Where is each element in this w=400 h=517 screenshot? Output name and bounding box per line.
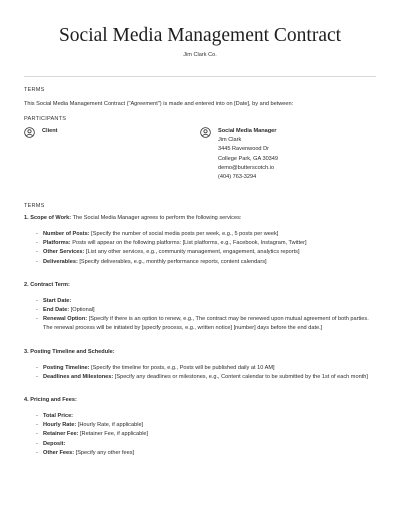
item-value: [Specify any deadlines or milestones, e.g., Content calendar to be submitted by the 1st of each month] — [113, 373, 368, 380]
contract-term-section — [24, 281, 376, 334]
item-key: Other Fees: — [43, 449, 75, 456]
list-item — [36, 230, 376, 239]
manager-block — [200, 127, 278, 182]
manager-role: Social Media Manager — [218, 128, 277, 134]
manager-email: demo@butterscotch.io — [218, 164, 275, 171]
divider — [24, 76, 376, 77]
manager-name: Jim Clark — [218, 137, 242, 144]
scope-of-work-section — [24, 214, 376, 267]
terms-label: TERMS — [24, 87, 45, 93]
item-value: [Specify any other fees] — [74, 449, 135, 456]
item-value: [Specify deliverables, e.g., monthly performance reports, content calendars] — [77, 258, 267, 265]
item-value: [Specify the number of social media posts per week, e.g., 5 posts per week] — [89, 231, 279, 237]
item-value: [Retainer Fee, if applicable] — [78, 431, 149, 438]
person-icon — [200, 127, 211, 138]
pricing-section — [24, 396, 376, 458]
list-item — [36, 306, 376, 315]
manager-city: College Park, GA 30349 — [218, 155, 279, 162]
item-key: Other Services: — [43, 249, 85, 256]
item-value: [Specify the timeline for posts, e.g., Posts will be published daily at 10 AM] — [89, 364, 275, 371]
person-icon — [24, 127, 35, 138]
item-key: Deliverables: — [43, 258, 78, 265]
item-value: Posts will appear on the following platforms: [List platforms, e.g., Facebook, Instagram, Twitter] — [70, 240, 307, 247]
scope-list — [24, 230, 376, 267]
timeline-list — [24, 364, 376, 382]
list-item — [36, 430, 376, 439]
page-title: Social Media Management Contract — [58, 25, 342, 46]
item-key: Retainer Fee: — [43, 431, 79, 438]
manager-street: 3445 Ravenwood Dr — [218, 146, 269, 153]
item-key: Hourly Rate: — [43, 422, 77, 429]
participants-section — [24, 127, 376, 189]
item-value: [List any other services, e.g., community management, engagement, analytics reports] — [84, 249, 300, 256]
section-heading: 4. Pricing and Fees: — [24, 397, 77, 404]
item-key: End Date: — [43, 307, 70, 314]
contract-term-list — [24, 297, 376, 334]
list-item — [36, 373, 376, 382]
list-item — [36, 239, 376, 248]
scope-text: The Social Media Manager agrees to perform the following services: — [71, 215, 242, 221]
item-key: Posting Timeline: — [43, 364, 90, 371]
item-value: [Hourly Rate, if applicable] — [76, 422, 144, 429]
list-item — [36, 315, 376, 333]
timeline-section — [24, 348, 376, 382]
section-heading: 3. Posting Timeline and Schedule: — [24, 348, 115, 355]
pricing-list — [24, 412, 376, 458]
client-role: Client — [42, 128, 58, 134]
list-item — [36, 412, 376, 421]
item-key: Platforms: — [43, 240, 71, 247]
item-value: [Specify if there is an option to renew, e.g., The contract may be renewed upon mutual agreement of both parties. The renewal process will be initiated by [specify process, e.g., written notice] [number] days before the end date.] — [43, 316, 369, 332]
item-value: [Optional] — [69, 307, 95, 314]
participants-label: PARTICIPANTS — [24, 116, 67, 122]
list-item — [36, 440, 376, 449]
list-item — [36, 248, 376, 257]
terms-label: TERMS — [24, 203, 45, 209]
list-item — [36, 297, 376, 306]
item-key: Total Price: — [43, 413, 74, 420]
section-heading: 2. Contract Term: — [24, 281, 70, 288]
list-item — [36, 449, 376, 458]
item-key: Renewal Option: — [43, 316, 88, 323]
manager-phone: (404) 763-3294 — [218, 174, 257, 181]
scope-heading: 1. Scope of Work: — [24, 215, 72, 221]
list-item — [36, 364, 376, 373]
item-key: Number of Posts: — [43, 231, 90, 237]
list-item — [36, 421, 376, 430]
item-key: Start Date: — [43, 297, 72, 304]
item-key: Deposit: — [43, 440, 66, 447]
item-key: Deadlines and Milestones: — [43, 373, 114, 380]
client-block — [24, 127, 58, 136]
intro-text: This Social Media Management Contract ("Agreement") is made and entered into on [Date], by and between: — [24, 101, 294, 107]
list-item — [36, 258, 376, 267]
company-name: Jim Clark Co. — [183, 52, 217, 58]
